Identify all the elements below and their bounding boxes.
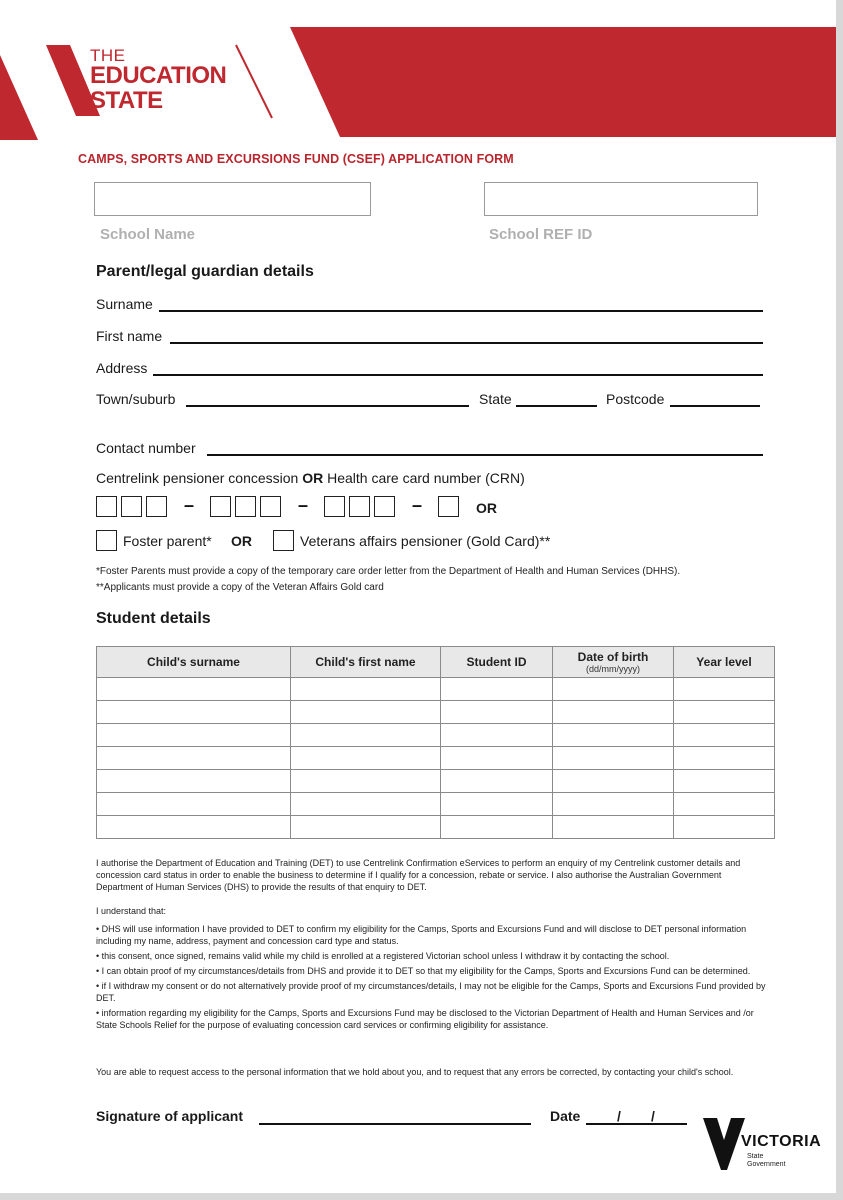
table-cell[interactable] — [291, 770, 441, 793]
consent-bullet: • if I withdraw my consent or do not alternatively provide proof of my circumstances/details, I may not be eligible for the Camps, Sports and Excursions Fund provided by DET. — [96, 981, 766, 1003]
table-cell[interactable] — [674, 793, 775, 816]
postcode-field[interactable] — [670, 405, 760, 407]
table-cell[interactable] — [553, 724, 674, 747]
table-cell[interactable] — [553, 747, 674, 770]
table-row — [97, 701, 775, 724]
consent-bullet-list — [96, 923, 768, 1034]
veterans-label: Veterans affairs pensioner (Gold Card)** — [300, 533, 551, 549]
table-cell[interactable] — [291, 816, 441, 839]
crn-digit-box[interactable] — [374, 496, 395, 517]
crn-digit-box[interactable] — [324, 496, 345, 517]
col-student-id: Student ID — [441, 647, 553, 678]
crn-digit-box[interactable] — [260, 496, 281, 517]
contact-number-label: Contact number — [96, 440, 196, 456]
table-cell[interactable] — [441, 770, 553, 793]
consent-access-text: You are able to request access to the personal information that we hold about you, and to request that any errors be corrected, by contacting your child's school. — [96, 1067, 734, 1077]
table-row — [97, 747, 775, 770]
banner-left-slant — [0, 55, 38, 140]
table-cell[interactable] — [674, 747, 775, 770]
victoria-sub-government: Government — [747, 1161, 786, 1168]
first-name-field[interactable] — [170, 342, 763, 344]
address-label: Address — [96, 360, 148, 376]
table-row — [97, 816, 775, 839]
foster-parent-label: Foster parent* — [123, 533, 212, 549]
consent-bullet: • DHS will use information I have provided to DET to confirm my eligibility for the Camps, Sports and Excursions Fund and will disclose to DET personal information including my name, address, payment and concession card type and status. — [96, 924, 747, 946]
table-cell[interactable] — [291, 793, 441, 816]
victoria-logo-mark — [703, 1118, 745, 1178]
crn-digit-box[interactable] — [146, 496, 167, 517]
table-header-row — [97, 647, 775, 678]
table-cell[interactable] — [97, 793, 291, 816]
student-details-heading: Student details — [96, 610, 211, 627]
table-cell[interactable] — [441, 747, 553, 770]
table-cell[interactable] — [553, 701, 674, 724]
table-cell[interactable] — [553, 770, 674, 793]
dob-format: (dd/mm/yyyy) — [586, 664, 640, 674]
consent-bullet: • information regarding my eligibility for the Camps, Sports and Excursions Fund may be disclosed to the Victorian Department of Health and Human Services and /or State Schools Relief for the purpose of evaluating concession card services or confirming eligibility for assistance. — [96, 1008, 754, 1030]
consent-bullet: • I can obtain proof of my circumstances/details from DHS and provide it to DET so that my eligibility for the Camps, Sports and Excursions Fund can be determined. — [96, 966, 751, 976]
table-cell[interactable] — [291, 747, 441, 770]
surname-label: Surname — [96, 296, 153, 312]
table-cell[interactable] — [291, 678, 441, 701]
date-separator: / — [617, 1108, 621, 1124]
state-field[interactable] — [516, 405, 597, 407]
school-ref-id-input[interactable] — [484, 182, 758, 216]
consent-understand-text: I understand that: — [96, 906, 167, 916]
table-cell[interactable] — [441, 816, 553, 839]
town-label: Town/suburb — [96, 391, 176, 407]
crn-digit-box[interactable] — [210, 496, 231, 517]
table-cell[interactable] — [441, 793, 553, 816]
victoria-logo-text: VICTORIA — [741, 1133, 822, 1150]
table-cell[interactable] — [674, 701, 775, 724]
table-cell[interactable] — [674, 770, 775, 793]
table-cell[interactable] — [291, 701, 441, 724]
surname-field[interactable] — [159, 310, 763, 312]
options-or-text: OR — [231, 533, 252, 549]
consent-authorise-text: I authorise the Department of Education and Training (DET) to use Centrelink Confirmation eServices to perform an enquiry of my Centrelink customer details and concession card status in order to enable the business to determine if I qualify for a concession, rebate or service. I also authorise the Australian Government Department of Human Services (DHS) to provide the results of that enquiry to DET. — [96, 858, 741, 892]
col-childs-surname: Child's surname — [97, 647, 291, 678]
table-cell[interactable] — [97, 678, 291, 701]
crn-label: Centrelink pensioner concession OR Health care card number (CRN) — [96, 470, 525, 486]
table-cell[interactable] — [97, 816, 291, 839]
footnote-foster: *Foster Parents must provide a copy of the temporary care order letter from the Department of Health and Human Services (DHHS). — [96, 566, 681, 577]
page-edge-right — [836, 0, 843, 1200]
victoria-logo-subtext — [747, 1153, 786, 1169]
footnote-veterans: **Applicants must provide a copy of the Veteran Affairs Gold card — [96, 582, 384, 593]
school-name-input[interactable] — [94, 182, 371, 216]
foster-parent-checkbox[interactable] — [96, 530, 117, 551]
col-year-level: Year level — [674, 647, 775, 678]
table-cell[interactable] — [674, 816, 775, 839]
crn-dash: – — [412, 495, 423, 515]
table-cell[interactable] — [441, 678, 553, 701]
town-field[interactable] — [186, 405, 469, 407]
table-cell[interactable] — [97, 747, 291, 770]
address-field[interactable] — [153, 374, 763, 376]
table-row — [97, 678, 775, 701]
veterans-checkbox[interactable] — [273, 530, 294, 551]
crn-digit-box[interactable] — [96, 496, 117, 517]
first-name-label: First name — [96, 328, 163, 344]
date-label: Date — [550, 1108, 581, 1124]
table-cell[interactable] — [674, 678, 775, 701]
dob-heading: Date of birth — [577, 650, 649, 664]
postcode-label: Postcode — [606, 391, 665, 407]
signature-label: Signature of applicant — [96, 1108, 244, 1124]
crn-digit-box[interactable] — [349, 496, 370, 517]
date-field[interactable] — [586, 1123, 687, 1125]
student-details-table — [96, 646, 775, 839]
date-separator: / — [651, 1108, 655, 1124]
table-cell[interactable] — [674, 724, 775, 747]
school-name-label: School Name — [100, 226, 196, 243]
table-cell[interactable] — [553, 816, 674, 839]
table-cell[interactable] — [97, 701, 291, 724]
table-cell[interactable] — [441, 701, 553, 724]
state-label: State — [479, 391, 512, 407]
table-cell[interactable] — [441, 724, 553, 747]
table-cell[interactable] — [553, 678, 674, 701]
signature-field[interactable] — [259, 1123, 531, 1125]
crn-dash: – — [298, 495, 309, 515]
school-ref-id-label: School REF ID — [489, 226, 593, 243]
table-row — [97, 770, 775, 793]
table-cell[interactable] — [97, 724, 291, 747]
crn-or-text: OR — [476, 500, 497, 516]
page-edge-bottom — [0, 1193, 843, 1200]
logo-thin-line — [236, 45, 272, 118]
victoria-sub-state: State — [747, 1153, 764, 1160]
banner-right-block — [290, 27, 836, 137]
crn-digit-box[interactable] — [121, 496, 142, 517]
form-title: CAMPS, SPORTS AND EXCURSIONS FUND (CSEF) APPLICATION FORM — [78, 152, 514, 166]
table-row — [97, 724, 775, 747]
consent-bullet: • this consent, once signed, remains valid while my child is enrolled at a registered Victorian school unless I withdraw it by contacting the school. — [96, 951, 670, 961]
logo-text-education: EDUCATION — [90, 62, 227, 89]
crn-letter-box[interactable] — [438, 496, 459, 517]
table-cell[interactable] — [553, 793, 674, 816]
contact-number-field[interactable] — [207, 454, 763, 456]
logo-text-the: THE — [90, 46, 126, 65]
col-childs-first-name: Child's first name — [291, 647, 441, 678]
table-cell[interactable] — [97, 770, 291, 793]
parent-details-heading: Parent/legal guardian details — [96, 263, 314, 280]
table-row — [97, 793, 775, 816]
crn-digit-box[interactable] — [235, 496, 256, 517]
table-cell[interactable] — [291, 724, 441, 747]
col-date-of-birth — [553, 647, 674, 678]
crn-dash: – — [184, 495, 195, 515]
logo-text-state: STATE — [90, 87, 163, 114]
